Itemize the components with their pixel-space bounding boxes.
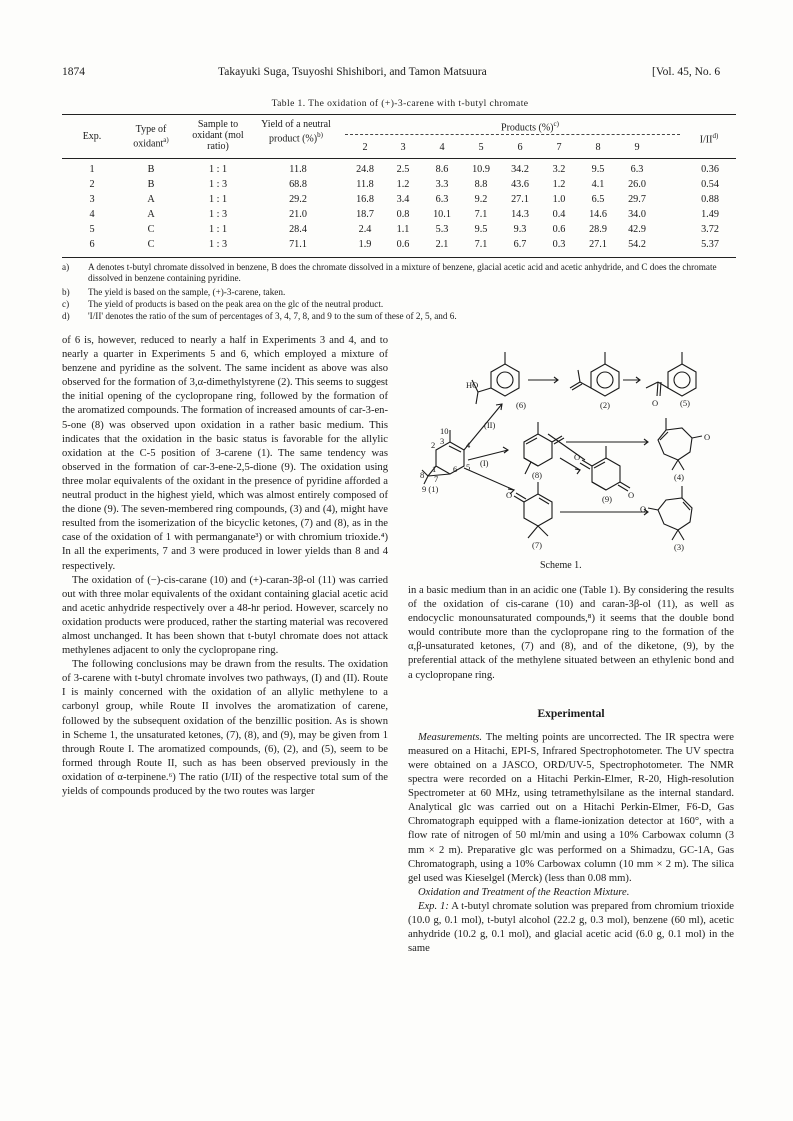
table-cell: 2.1 <box>435 239 449 250</box>
label-compound-8: (8) <box>532 470 542 480</box>
note-c-text: The yield of products is based on the peak area on the glc of the neutral product. <box>88 299 384 309</box>
label-compound-1: 9 (1) <box>422 484 439 494</box>
note-c-label: c) <box>62 299 70 309</box>
table-cell: 11.8 <box>356 179 374 190</box>
label-compound-9: (9) <box>602 494 612 504</box>
th-exp: Exp. <box>82 131 102 142</box>
label-o-4: O <box>704 432 711 442</box>
label-compound-2: (2) <box>600 400 610 410</box>
right-column <box>408 584 734 956</box>
table-cell: 6.3 <box>630 164 644 175</box>
label-compound-3: (3) <box>674 542 684 552</box>
table-cell: 5 <box>89 224 95 235</box>
scheme-1-diagram <box>420 342 720 554</box>
table-cell: 10.1 <box>433 209 451 220</box>
table-cell: 9.5 <box>591 164 605 175</box>
measurements-paragraph <box>408 731 734 886</box>
table-cell: 0.54 <box>701 179 719 190</box>
th-product-6: 6 <box>517 142 523 153</box>
th-product-8: 8 <box>595 142 601 153</box>
label-atom-8: 8 <box>420 470 425 480</box>
table-note-b <box>62 287 738 298</box>
table-cell: 68.8 <box>289 179 307 190</box>
table-cell: 3.3 <box>435 179 449 190</box>
th-ratio <box>686 131 732 145</box>
compound-6-structure <box>472 352 519 404</box>
table-cell: 9.3 <box>513 224 527 235</box>
label-atom-2: 2 <box>431 440 436 450</box>
table-header-rule <box>62 158 736 159</box>
note-a-text: A denotes t-butyl chromate dissolved in benzene, B does the chromate dissolved in a mixture of benzene, glacial acetic acid and acetic anhydride, and C does the chromate dissolved in benzene containing pyridine. <box>88 262 717 284</box>
journal-volume: [Vol. 45, No. 6 <box>652 66 721 78</box>
th-product-7: 7 <box>556 142 562 153</box>
table-cell: C <box>147 224 155 235</box>
th-product-3: 3 <box>400 142 406 153</box>
table-cell: 1 : 1 <box>208 224 228 235</box>
table-cell: 10.9 <box>472 164 490 175</box>
table-cell: 16.8 <box>356 194 374 205</box>
table-cell: 18.7 <box>356 209 374 220</box>
table-cell: 0.6 <box>552 224 566 235</box>
table-cell: 42.9 <box>628 224 646 235</box>
oxidation-subheading-text: Oxidation and Treatment of the Reaction Mixture. <box>418 886 630 898</box>
table-cell: B <box>147 179 155 190</box>
running-authors: Takayuki Suga, Tsuyoshi Shishibori, and Tamon Matsuura <box>218 66 487 78</box>
left-paragraph-3: The following conclusions may be drawn from the results. The oxidation of 3-carene with t-butyl chromate involves two pathways, (I) and (II). Route I is mainly concerned with the oxidation of an allylic methylene to a carbonyl group, while Route II involves the aromatization of carene, followed by the subsequent oxidation of the benzillic position. As is shown in Scheme 1, the unsaturated ketones, (7), (8), and (9), may be given from 1 through Route I. The aromatized compounds, (6), (2), and (5), seem to be formed through Route II, such as has been observed previously in the oxidation of α-terpinene.⁶) The ratio (I/II) of the respective total sum of the yields of compounds produced by the two routes was larger <box>62 659 388 797</box>
note-b-label: b) <box>62 287 70 297</box>
table-cell: 7.1 <box>474 209 488 220</box>
table-cell: 0.88 <box>701 194 719 205</box>
table-cell: 1.2 <box>396 179 410 190</box>
table-cell: 1.49 <box>701 209 719 220</box>
label-o-3: O <box>640 504 647 514</box>
label-atom-1: 1 <box>432 464 437 474</box>
table-top-rule <box>62 114 736 115</box>
table-note-a <box>62 262 738 285</box>
label-atom-4: 4 <box>466 440 471 450</box>
compound-8-structure <box>524 422 564 474</box>
measurements-label: Measurements. <box>418 731 483 743</box>
table-cell: 1 : 3 <box>208 209 228 220</box>
th-products-sup: c) <box>553 120 559 128</box>
label-route-1: (I) <box>480 458 489 468</box>
label-compound-7: (7) <box>532 540 542 550</box>
table-cell: 34.0 <box>628 209 646 220</box>
th-yield-text: Yield of a neutral product (%) <box>261 119 331 145</box>
left-column <box>62 334 388 799</box>
table-cell: 0.3 <box>552 239 566 250</box>
label-compound-4: (4) <box>674 472 684 482</box>
label-o-7: O <box>506 490 513 500</box>
label-compound-5: (5) <box>680 398 690 408</box>
label-ho: HO <box>466 380 479 390</box>
table-cell: 9.2 <box>474 194 488 205</box>
label-atom-10: 10 <box>440 426 449 436</box>
table-cell: 1.1 <box>396 224 410 235</box>
table-cell: 26.0 <box>628 179 646 190</box>
compound-7-structure <box>514 482 552 538</box>
th-type-oxidant-text: Type of oxidant <box>133 124 167 150</box>
compound-5-structure <box>646 352 696 396</box>
table-cell: 11.8 <box>289 164 307 175</box>
measurements-text: The melting points are uncorrected. The IR spectra were measured on a Hitachi, EPI-S, Infrared Spectrophotometer. The UV spectra were obtained on a JASCO, ORD/UV-5, Spectrophotometer. The NMR spectra were recorded on a Hitachi Perkin-Elmer, R-20, High-resolution Spectrometer at 60 MHz, using tetramethylsilane as the internal standard. Analytical glc was carried out on a Hitachi Perkin-Elmer, F6-D, Gas Chromatograph equipped with a flame-ionization detector at 160°, with a flow rate of nitrogen of 50 ml/min and using a 10% Carbowax column (3 mm × 2 m). Preparative glc was performed on a Shimadzu, GC-1A, Gas Chromatograph, using a 10% Carbowax column (10 mm × 2 m). The silica gel used was Kieselgel (Merck) (less than 0.08 mm). <box>408 731 734 884</box>
right-paragraph-1: in a basic medium than in an acidic one (Table 1). By considering the results of the oxidation of cis-carane (10) and caran-3β-ol (11), as well as endocyclic monounsaturated compounds,⁸) it seems that the double bond would contribute more than the cyclopropane ring to the formation of the α,β-unsaturated ketones, (7) and (8), and of the diketone, (9), by the preferential attack of the methylene situated between an ethylenic bond and a cyclopropane ring. <box>408 585 734 681</box>
table-cell: 3 <box>89 194 95 205</box>
table-bottom-rule <box>62 257 736 258</box>
table-cell: 2 <box>89 179 95 190</box>
table-cell: 14.6 <box>589 209 607 220</box>
exp1-text: A t-butyl chromate solution was prepared from chromium trioxide (10.0 g, 0.1 mol), t-butyl alcohol (22.2 g, 0.3 mol), benzene (60 ml), acetic anhydride (10.2 g, 0.1 mol), and glacial acetic acid (6.0 g, 0.1 mol) in the same <box>408 900 734 955</box>
note-d-label: d) <box>62 311 70 321</box>
table-cell: 0.36 <box>701 164 719 175</box>
label-o-9b: O <box>628 490 635 500</box>
oxidation-subheading <box>408 886 734 900</box>
th-product-5: 5 <box>478 142 484 153</box>
table-cell: 1 : 3 <box>208 179 228 190</box>
table-cell: 1 <box>89 164 95 175</box>
th-sample-ratio: Sample to oxidant (mol ratio) <box>192 119 244 152</box>
th-products-text: Products (%) <box>501 122 554 134</box>
products-span-rule <box>345 134 680 135</box>
th-type-sup: a) <box>163 136 169 144</box>
scheme-caption: Scheme 1. <box>540 560 582 571</box>
table-cell: 6.5 <box>591 194 605 205</box>
table-cell: 6.3 <box>435 194 449 205</box>
table-cell: 24.8 <box>356 164 374 175</box>
table-cell: 34.2 <box>511 164 529 175</box>
th-product-2: 2 <box>362 142 368 153</box>
table-cell: 3.72 <box>701 224 719 235</box>
th-ratio-text: I/II <box>699 134 713 146</box>
left-paragraph-1: of 6 is, however, reduced to nearly a half in Experiments 3 and 4, and to nearly a quarter in Experiments 5 and 6, which employed a mixture of benzene and pyridine as the solvent. The same incident as above was also observed for the formation of 3,α-dimethylstyrene (2). This seems to suggest the initial opening of the cyclopropane ring, followed by the formation of the aromatized compounds. The formation of increased amounts of car-3-en-5-one (8) was observed upon oxidation in a rather basic medium. This indicates that the oxidation in the basic status is favorable for the allylic oxidation at the C-5 position of 3-carene (1). The same tendency was observed in the formation of car-3-ene-2,5-dione (9). The oxidation using three molar equivalents of the oxidant in the presence of pyridine afforded a neutral product in the highest yield, which was almost entirely composed of the dione (9). The seven-membered ring compounds, (3) and (4), might have resulted from the isomerization of the bicyclic ketones, (7) and (8), as in the case of the oxidation of 1 with permanganate³) or with chromium trioxide.⁴) In all the experiments, 7 and 3 were produced in lower yields than 8 and 4 respectively. <box>62 335 388 572</box>
th-ratio-sup: d) <box>712 132 719 140</box>
left-paragraph-2: The oxidation of (−)-cis-carane (10) and (+)-caran-3β-ol (11) was carried out with three molar equivalents of the oxidant containing glacial acetic acid and acetic anhydride respectively over a 48-hr period. However, scarcely no oxidation products were produced, rather the starting material was recovered almost unchanged. It has been shown that t-butyl chromate does not attack methylenes adjacent to only the cyclopropane ring. <box>62 574 388 657</box>
table-cell: 8.6 <box>435 164 449 175</box>
table-cell: 5.37 <box>701 239 719 250</box>
compound-3-structure <box>648 486 692 540</box>
table-cell: 1.9 <box>358 239 372 250</box>
label-o-5: O <box>652 398 659 408</box>
table-cell: 6.7 <box>513 239 527 250</box>
table-cell: 4.1 <box>591 179 605 190</box>
table-cell: 3.4 <box>396 194 410 205</box>
table-cell: 71.1 <box>289 239 307 250</box>
compound-4-structure <box>658 418 702 470</box>
table-cell: 14.3 <box>511 209 529 220</box>
label-atom-6: 6 <box>453 464 458 474</box>
table-cell: 1 : 3 <box>208 239 228 250</box>
table-cell: 43.6 <box>511 179 529 190</box>
compound-9-structure <box>580 446 630 491</box>
note-d-text: 'I/II' denotes the ratio of the sum of percentages of 3, 4, 7, 8, and 9 to the sum of these of 2, 5, and 6. <box>88 311 457 321</box>
table-cell: 8.8 <box>474 179 488 190</box>
label-atom-7: 7 <box>434 474 439 484</box>
th-type-oxidant <box>118 124 184 149</box>
table-cell: 0.8 <box>396 209 410 220</box>
table-cell: 0.4 <box>552 209 566 220</box>
label-route-2: (II) <box>484 420 496 430</box>
table-cell: C <box>147 239 155 250</box>
table-cell: 29.7 <box>628 194 646 205</box>
label-o-9a: O <box>574 452 581 462</box>
table-cell: 6 <box>89 239 95 250</box>
table-caption: Table 1. The oxidation of (+)-3-carene with t-butyl chromate <box>271 98 529 109</box>
th-products <box>470 119 590 133</box>
table-cell: 1.2 <box>552 179 566 190</box>
table-cell: 4 <box>89 209 95 220</box>
table-cell: 28.9 <box>589 224 607 235</box>
table-cell: 54.2 <box>628 239 646 250</box>
exp1-label: Exp. 1: <box>418 900 449 912</box>
table-cell: 28.4 <box>289 224 307 235</box>
experimental-heading: Experimental <box>537 707 605 720</box>
note-b-text: The yield is based on the sample, (+)-3-carene, taken. <box>88 287 286 297</box>
table-cell: A <box>147 209 155 220</box>
th-product-4: 4 <box>439 142 445 153</box>
compound-2-structure <box>570 352 619 396</box>
th-product-9: 9 <box>634 142 640 153</box>
table-cell: 1 : 1 <box>208 194 228 205</box>
table-cell: 9.5 <box>474 224 488 235</box>
page-number: 1874 <box>62 66 85 78</box>
table-cell: 2.4 <box>358 224 372 235</box>
exp1-paragraph <box>408 900 734 956</box>
th-yield-sup: b) <box>317 131 323 139</box>
label-atom-5: 5 <box>466 462 471 472</box>
table-cell: 21.0 <box>289 209 307 220</box>
table-cell: A <box>147 194 155 205</box>
table-cell: 5.3 <box>435 224 449 235</box>
table-cell: 27.1 <box>511 194 529 205</box>
label-atom-3: 3 <box>440 436 445 446</box>
table-cell: 2.5 <box>396 164 410 175</box>
table-cell: B <box>147 164 155 175</box>
table-note-d <box>62 311 738 322</box>
table-cell: 0.6 <box>396 239 410 250</box>
table-cell: 7.1 <box>474 239 488 250</box>
table-cell: 1 : 1 <box>208 164 228 175</box>
table-note-c <box>62 299 738 310</box>
th-yield <box>254 119 338 144</box>
table-cell: 27.1 <box>589 239 607 250</box>
note-a-label: a) <box>62 262 70 272</box>
table-cell: 3.2 <box>552 164 566 175</box>
table-cell: 29.2 <box>289 194 307 205</box>
table-cell: 1.0 <box>552 194 566 205</box>
label-compound-6: (6) <box>516 400 526 410</box>
